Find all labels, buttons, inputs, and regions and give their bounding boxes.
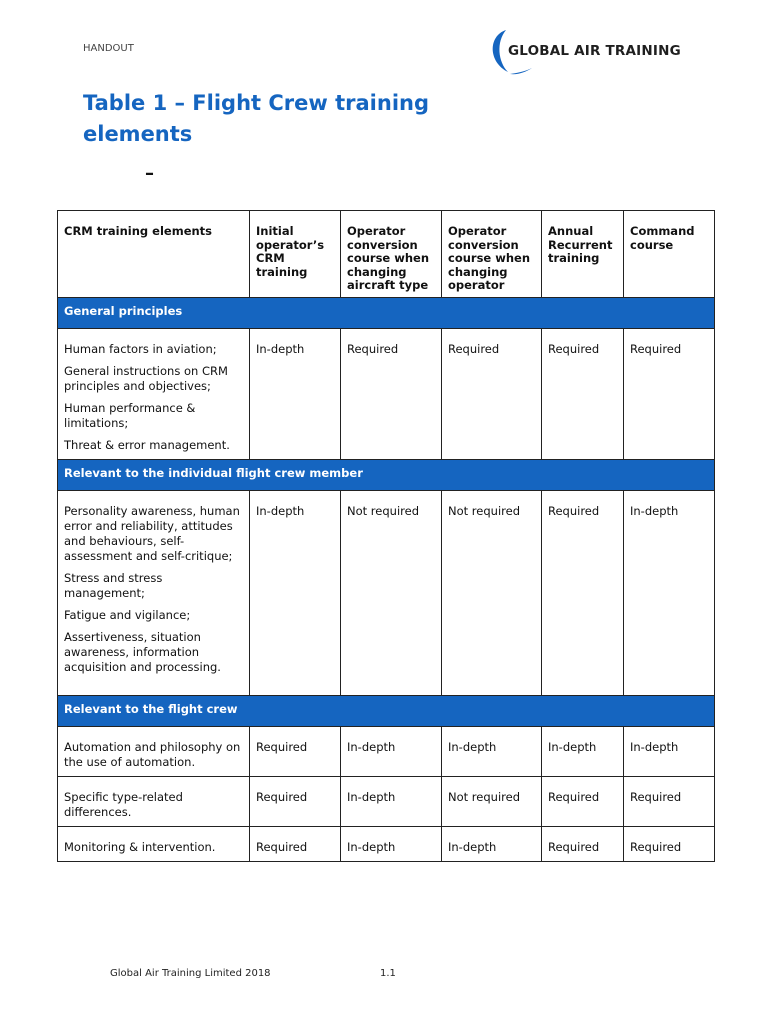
section-heading-row [58,459,715,490]
training-element: Stress and stress management; [64,570,163,600]
footer-version: 1.1 [380,968,396,979]
column-header: Annual Recurrent training [542,211,624,298]
column-header: CRM training elements [58,211,250,298]
table-cell: In-depth [442,826,542,861]
table-header-row [58,211,715,298]
table-cell: Required [624,776,715,826]
table-cell: In-depth [624,726,715,776]
column-header: Operator conversion course when changing aircraft type [341,211,442,298]
table-cell: In-depth [542,726,624,776]
table-cell: In-depth [250,328,341,459]
section-heading: Relevant to the flight crew [58,695,715,726]
training-element: Fatigue and vigilance; [64,607,191,622]
footer-company: Global Air Training Limited 2018 [110,968,271,979]
table-row [58,776,715,826]
table-cell: Not required [442,490,542,695]
table-cell: Required [250,726,341,776]
training-element: Assertiveness, situation awareness, information acquisition and processing. [64,629,221,674]
table-cell: In-depth [624,490,715,695]
training-element: Automation and philosophy on the use of automation. [64,739,241,769]
training-elements-cell [58,328,250,459]
page-title: Table 1 – Flight Crew training elements [83,91,429,146]
table-cell: Required [542,826,624,861]
column-header: Command course [624,211,715,298]
table-row [58,490,715,695]
section-heading-row [58,695,715,726]
table-cell: Required [542,328,624,459]
table-cell: Not required [341,490,442,695]
training-elements-cell [58,490,250,695]
section-heading: Relevant to the individual flight crew member [58,459,715,490]
training-element: Human performance & limitations; [64,400,196,430]
handout-label: HANDOUT [83,43,134,54]
stray-dash: – [145,163,154,184]
training-element: Specific type-related differences. [64,789,183,819]
training-element: General instructions on CRM principles and objectives; [64,363,228,393]
training-elements-cell [58,726,250,776]
column-header: Operator conversion course when changing operator [442,211,542,298]
column-header: Initial operator’s CRM training [250,211,341,298]
section-heading-row [58,297,715,328]
logo-text: GLOBAL AIR TRAINING [508,43,681,59]
training-element: Monitoring & intervention. [64,839,216,854]
table-cell: In-depth [341,826,442,861]
table-cell: Required [341,328,442,459]
training-element: Threat & error management. [64,437,230,452]
table-cell: Required [542,490,624,695]
table-cell: Required [250,776,341,826]
table-row [58,826,715,861]
table-cell: In-depth [341,726,442,776]
training-elements-cell [58,776,250,826]
table-cell: In-depth [442,726,542,776]
table-cell: In-depth [250,490,341,695]
table-cell: Required [442,328,542,459]
table-cell: Required [542,776,624,826]
crm-training-table [57,210,715,862]
table-cell: In-depth [341,776,442,826]
section-heading: General principles [58,297,715,328]
training-elements-cell [58,826,250,861]
training-element: Personality awareness, human error and reliability, attitudes and behaviours, self-assessment and self-critique; [64,503,240,563]
company-logo [486,28,716,76]
table-cell: Required [624,328,715,459]
table-cell: Not required [442,776,542,826]
table-row [58,726,715,776]
table-cell: Required [624,826,715,861]
training-element: Human factors in aviation; [64,341,217,356]
table-cell: Required [250,826,341,861]
table-row [58,328,715,459]
